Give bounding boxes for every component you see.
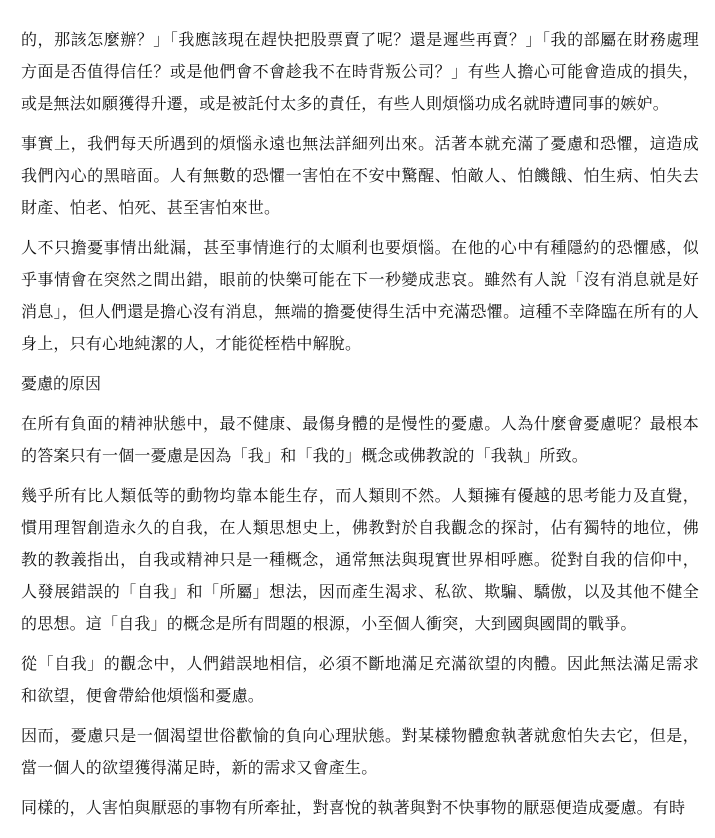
paragraph: 因而，憂慮只是一個渴望世俗歡愉的負向心理狀態。對某樣物體愈執著就愈怕失去它，但是，當一個人的欲望獲得滿足時，新的需求又會產生。 [21,726,699,777]
article-body [0,24,715,838]
paragraph: 幾乎所有比人類低等的動物均靠本能生存，而人類則不然。人類擁有優越的思考能力及直覺，慣用理智創造永久的自我，在人類思想史上，佛教對於自我觀念的探討，佔有獨特的地位，佛教的教義指出，自我或精神只是一種概念，通常無法與現實世界相呼應。從對自我的信仰中，人發展錯誤的「自我」和「所屬」想法，因而產生渴求、私欲、欺騙、驕傲，以及其他不健全的思想。這「自我」的概念是所有問題的根源，小至個人衝突，大到國與國間的戰爭。 [21,486,699,633]
paragraph: 人不只擔憂事情出紕漏，甚至事情進行的太順利也要煩惱。在他的心中有種隱約的恐懼感，似乎事情會在突然之間出錯，眼前的快樂可能在下一秒變成悲哀。雖然有人說「沒有消息就是好消息」，但人們還是擔心沒有消息，無端的擔憂使得生活中充滿恐懼。這種不幸降臨在所有的人身上，只有心地純潔的人，才能從桎梏中解脫。 [21,238,699,353]
paragraph: 在所有負面的精神狀態中，最不健康、最傷身體的是慢性的憂慮。人為什麼會憂慮呢？最根本的答案只有一個一憂慮是因為「我」和「我的」概念或佛教說的「我執」所致。 [21,414,699,465]
paragraph: 事實上，我們每天所遇到的煩惱永遠也無法詳細列出來。活著本就充滿了憂慮和恐懼，這造成我們內心的黑暗面。人有無數的恐懼一害怕在不安中驚醒、怕敵人、怕饑餓、怕生病、怕失去財產、怕老、怕死、甚至害怕來世。 [21,134,699,217]
paragraph: 的，那該怎麼辦？」「我應該現在趕快把股票賣了呢？還是遲些再賣？」「我的部屬在財務處理方面是否值得信任？或是他們會不會趁我不在時背叛公司？」有些人擔心可能會造成的損失，或是無法如願獲得升遷，或是被託付太多的責任，有些人則煩惱功成名就時遭同事的嫉妒。 [21,30,699,113]
paragraph: 同樣的，人害怕與厭惡的事物有所牽扯，對喜悅的執著與對不快事物的厭惡便造成憂慮。有時 [21,798,686,817]
paragraph: 從「自我」的觀念中，人們錯誤地相信，必須不斷地滿足充滿欲望的肉體。因此無法滿足需求和欲望，便會帶給他煩惱和憂慮。 [21,654,699,705]
section-heading: 憂慮的原因 [21,374,102,393]
